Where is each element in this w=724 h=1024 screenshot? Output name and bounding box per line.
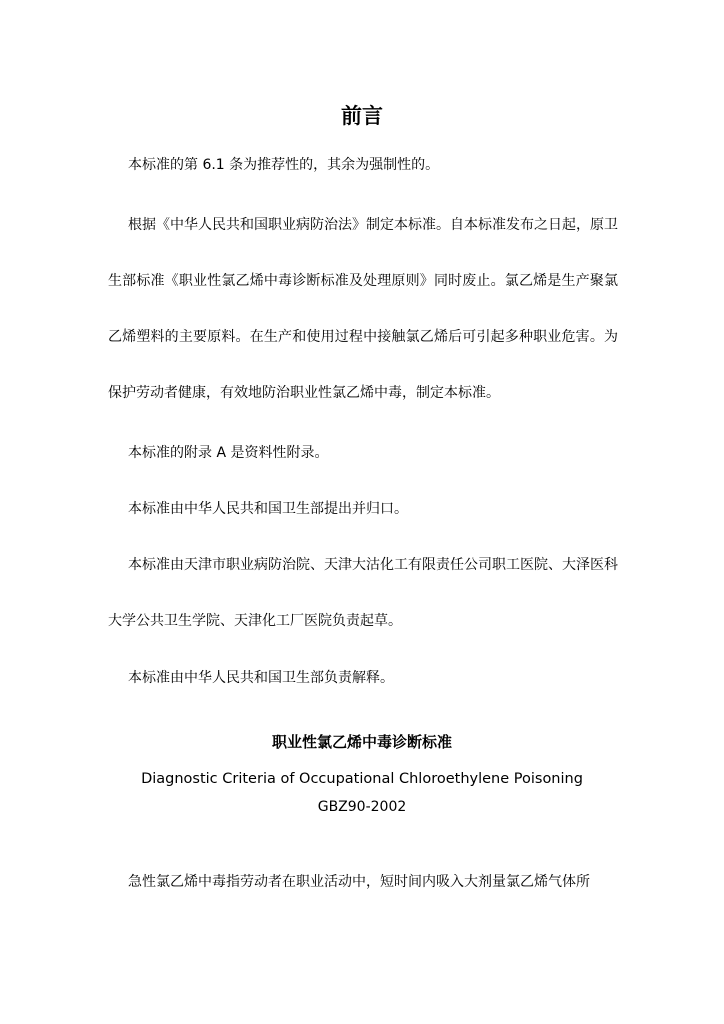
standard-code: GBZ90-2002: [317, 799, 407, 815]
standard-title: 职业性氯乙烯中毒诊断标准: [271, 733, 452, 751]
paragraph-recommended-clause: 本标准的第 6.1 条为推荐性的，其余为强制性的。: [128, 157, 440, 173]
paragraph-proposer: 本标准由中华人民共和国卫生部提出并归口。: [128, 501, 408, 517]
foreword-title: 前言: [341, 104, 383, 128]
paragraph-interpretation: 本标准由中华人民共和国卫生部负责解释。: [128, 670, 394, 686]
paragraph-acute-poisoning-definition: 急性氯乙烯中毒指劳动者在职业活动中，短时间内吸入大剂量氯乙烯气体所: [128, 874, 590, 890]
paragraph-appendix-note: 本标准的附录 A 是资料性附录。: [128, 445, 329, 461]
standard-english-title: Diagnostic Criteria of Occupational Chloroethylene Poisoning: [141, 771, 583, 787]
paragraph-drafters: 本标准由天津市职业病防治院、天津大沽化工有限责任公司职工医院、大泽医科大学公共卫生学院、天津化工厂医院负责起草。: [108, 557, 618, 629]
paragraph-basis-and-purpose: 根据《中华人民共和国职业病防治法》制定本标准。自本标准发布之日起，原卫生部标准《职业性氯乙烯中毒诊断标准及处理原则》同时废止。氯乙烯是生产聚氯乙烯塑料的主要原料。在生产和使用过程中接触氯乙烯后可引起多种职业危害。为保护劳动者健康，有效地防治职业性氯乙烯中毒，制定本标准。: [108, 217, 618, 401]
